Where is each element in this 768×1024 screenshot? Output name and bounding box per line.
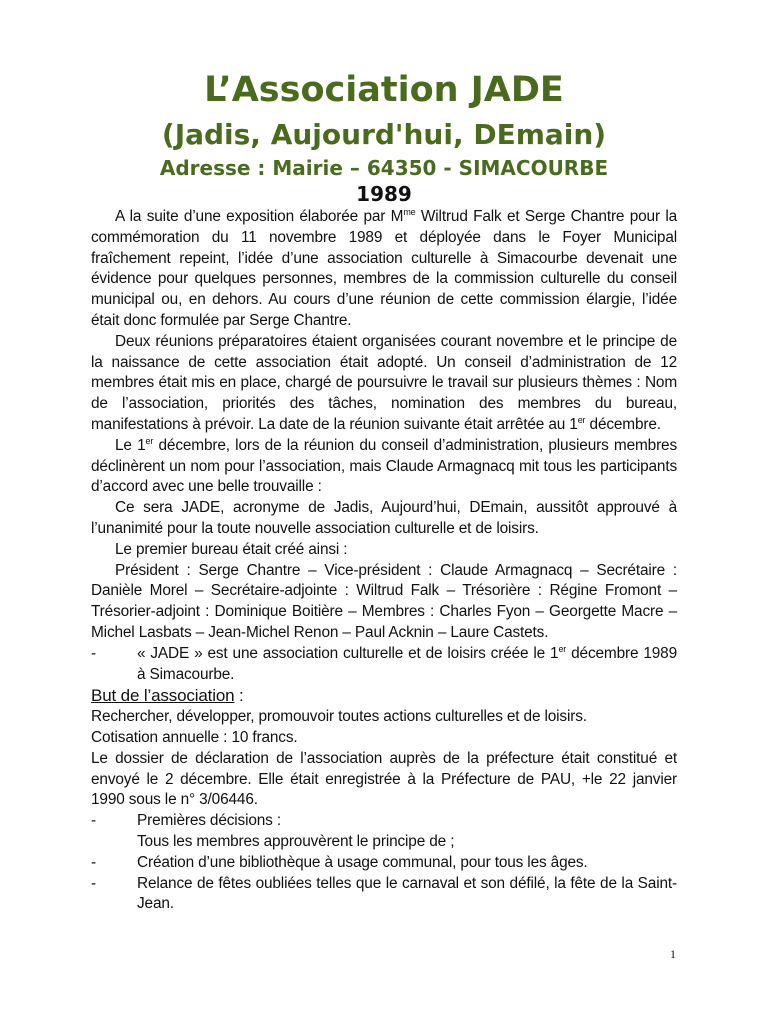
list-item: - Création d’une bibliothèque à usage communal, pour tous les âges. xyxy=(91,853,588,871)
document-title: L’Association JADE xyxy=(204,70,564,110)
section-heading-but: But de l’association : xyxy=(91,686,244,706)
document-subtitle: (Jadis, Aujourd'hui, DEmain) xyxy=(161,118,607,151)
paragraph-approbation: Tous les membres approuvèrent le principe de ; xyxy=(137,832,455,850)
year-heading: 1989 xyxy=(356,182,412,206)
paragraph-nom-jade: Ce sera JADE, acronyme de Jadis, Aujourd’hui, DEmain, aussitôt approuvé à l’unanimité pour la toute nouvelle association culturelle et de loisirs. xyxy=(91,499,677,537)
page-number: 1 xyxy=(670,947,676,961)
paragraph-cotisation: Cotisation annuelle : 10 francs. xyxy=(91,728,298,746)
address-line: Adresse : Mairie – 64350 - SIMACOURBE xyxy=(159,156,609,180)
list-item: - Relance de fêtes oubliées telles que le carnaval et son défilé, la fête de la Saint-Jean. xyxy=(91,874,677,913)
paragraph-objectif: Rechercher, développer, promouvoir toutes actions culturelles et de loisirs. xyxy=(91,708,587,726)
document-body xyxy=(91,207,677,915)
paragraph-declaration: Le dossier de déclaration de l’association auprès de la préfecture était constitué et envoyé le 2 décembre. Elle était enregistrée à la Préfecture de PAU, +le 22 janvier 1990 sous le n° 3/06446. xyxy=(91,749,677,809)
paragraph-bureau-intro: Le premier bureau était créé ainsi : xyxy=(115,540,348,558)
paragraph-reunions: Deux réunions préparatoires étaient organisées courant novembre et le principe de la naissance de cette association était adopté. Un conseil d’administration de 12 membres était mis en place, chargé de poursuivre le travail sur plusieurs thèmes : Nom de l’association, priorités des tâches, nomination des membres du bureau, manifestations à prévoir. La date de la réunion suivante était arrêtée au 1er décembre. xyxy=(91,332,677,433)
list-item: - Premières décisions : xyxy=(91,812,281,830)
paragraph-bureau-members: Président : Serge Chantre – Vice-président : Claude Armagnacq – Secrétaire : Danièle Morel – Secrétaire-adjointe : Wiltrud Falk – Trésorière : Régine Fromont – Trésorier-adjoint : Dominique Boitière – Membres : Charles Fyon – Georgette Macre – Michel Lasbats – Jean-Michel Renon – Paul Acknin – Laure Castets. xyxy=(91,561,677,641)
paragraph-exposition: A la suite d’une exposition élaborée par $M^{me}$ Wiltrud Falk et Serge Chantre pour la commémoration du 11 novembre 1989 et déployée dans le Foyer Municipal fraîchement repeint, l’idée d’une association culturelle à Simacourbe devenait une évidence pour quelques personnes, membres de la commission culturelle du conseil municipal ou, en dehors. Au cours d’une réunion de cette commission élargie, l’idée était donc formulée par Serge Chantre. xyxy=(91,207,677,329)
list-item: - « JADE » est une association culturelle et de loisirs créée le 1er décembre 1989 à Simacourbe. xyxy=(91,643,677,683)
paragraph-premier-decembre: Le 1er décembre, lors de la réunion du conseil d’administration, plusieurs membres déclinèrent un nom pour l’association, mais Claude Armagnacq mit tous les participants d’accord avec une belle trouvaille : xyxy=(91,435,678,496)
